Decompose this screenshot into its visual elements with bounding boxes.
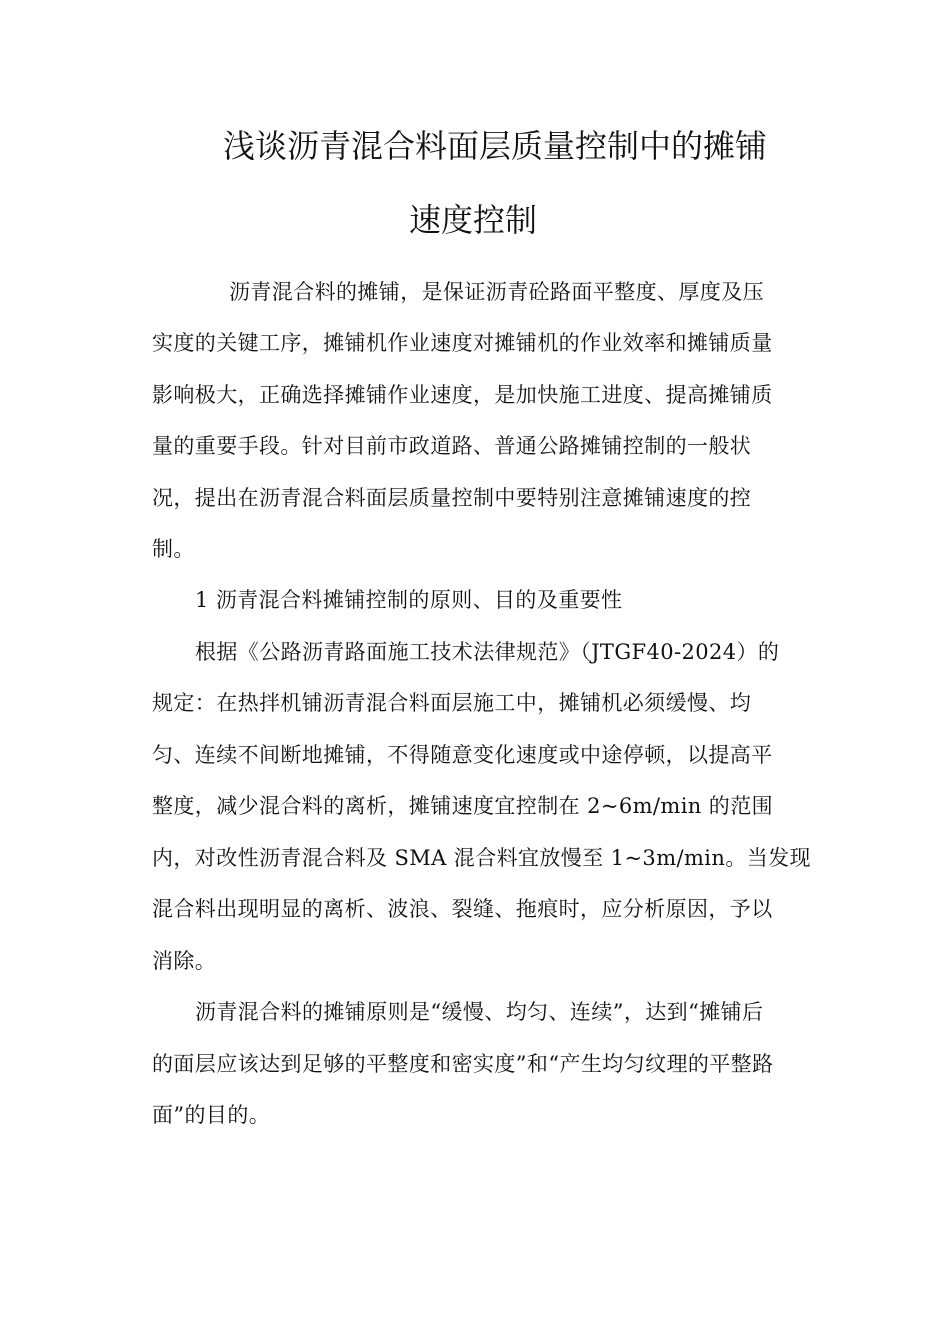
intro-line-6: 制。 [152, 537, 195, 561]
section1-p2-line-3: 面”的目的。 [152, 1103, 271, 1127]
section1-p2-line-2: 的面层应该达到足够的平整度和密实度”和“产生均匀纹理的平整路 [152, 1052, 774, 1076]
section1-p1-line-7: 消除。 [152, 949, 217, 973]
section1-heading: 1 沥青混合料摊铺控制的原则、目的及重要性 [195, 588, 623, 612]
section1-p1-line-5: 内，对改性沥青混合料及 SMA 混合料宜放慢至 1~3m/min。当发现 [152, 846, 811, 870]
title-line-2: 速度控制 [409, 201, 538, 239]
title-line-1: 浅谈沥青混合料面层质量控制中的摊铺 [223, 127, 768, 165]
intro-line-2: 实度的关键工序，摊铺机作业速度对摊铺机的作业效率和摊铺质量 [152, 331, 773, 355]
section1-p2-line-1: 沥青混合料的摊铺原则是“缓慢、均匀、连续”，达到“摊铺后 [195, 1000, 764, 1024]
section1-p1-line-1: 根据《公路沥青路面施工技术法律规范》（JTGF40-2024）的 [195, 640, 780, 664]
intro-line-3: 影响极大，正确选择摊铺作业速度，是加快施工进度、提高摊铺质 [152, 383, 773, 407]
intro-line-1: 沥青混合料的摊铺，是保证沥青砼路面平整度、厚度及压 [229, 280, 764, 304]
section1-p1-line-3: 匀、连续不间断地摊铺，不得随意变化速度或中途停顿，以提高平 [152, 743, 773, 767]
intro-line-4: 量的重要手段。针对目前市政道路、普通公路摊铺控制的一般状 [152, 434, 752, 458]
intro-line-5: 况，提出在沥青混合料面层质量控制中要特别注意摊铺速度的控 [152, 486, 752, 510]
section1-p1-line-4: 整度，减少混合料的离析，摊铺速度宜控制在 2~6m/min 的范围 [152, 794, 774, 818]
section1-p1-line-6: 混合料出现明显的离析、波浪、裂缝、拖痕时，应分析原因，予以 [152, 897, 773, 921]
section1-p1-line-2: 规定：在热拌机铺沥青混合料面层施工中，摊铺机必须缓慢、均 [152, 691, 752, 715]
